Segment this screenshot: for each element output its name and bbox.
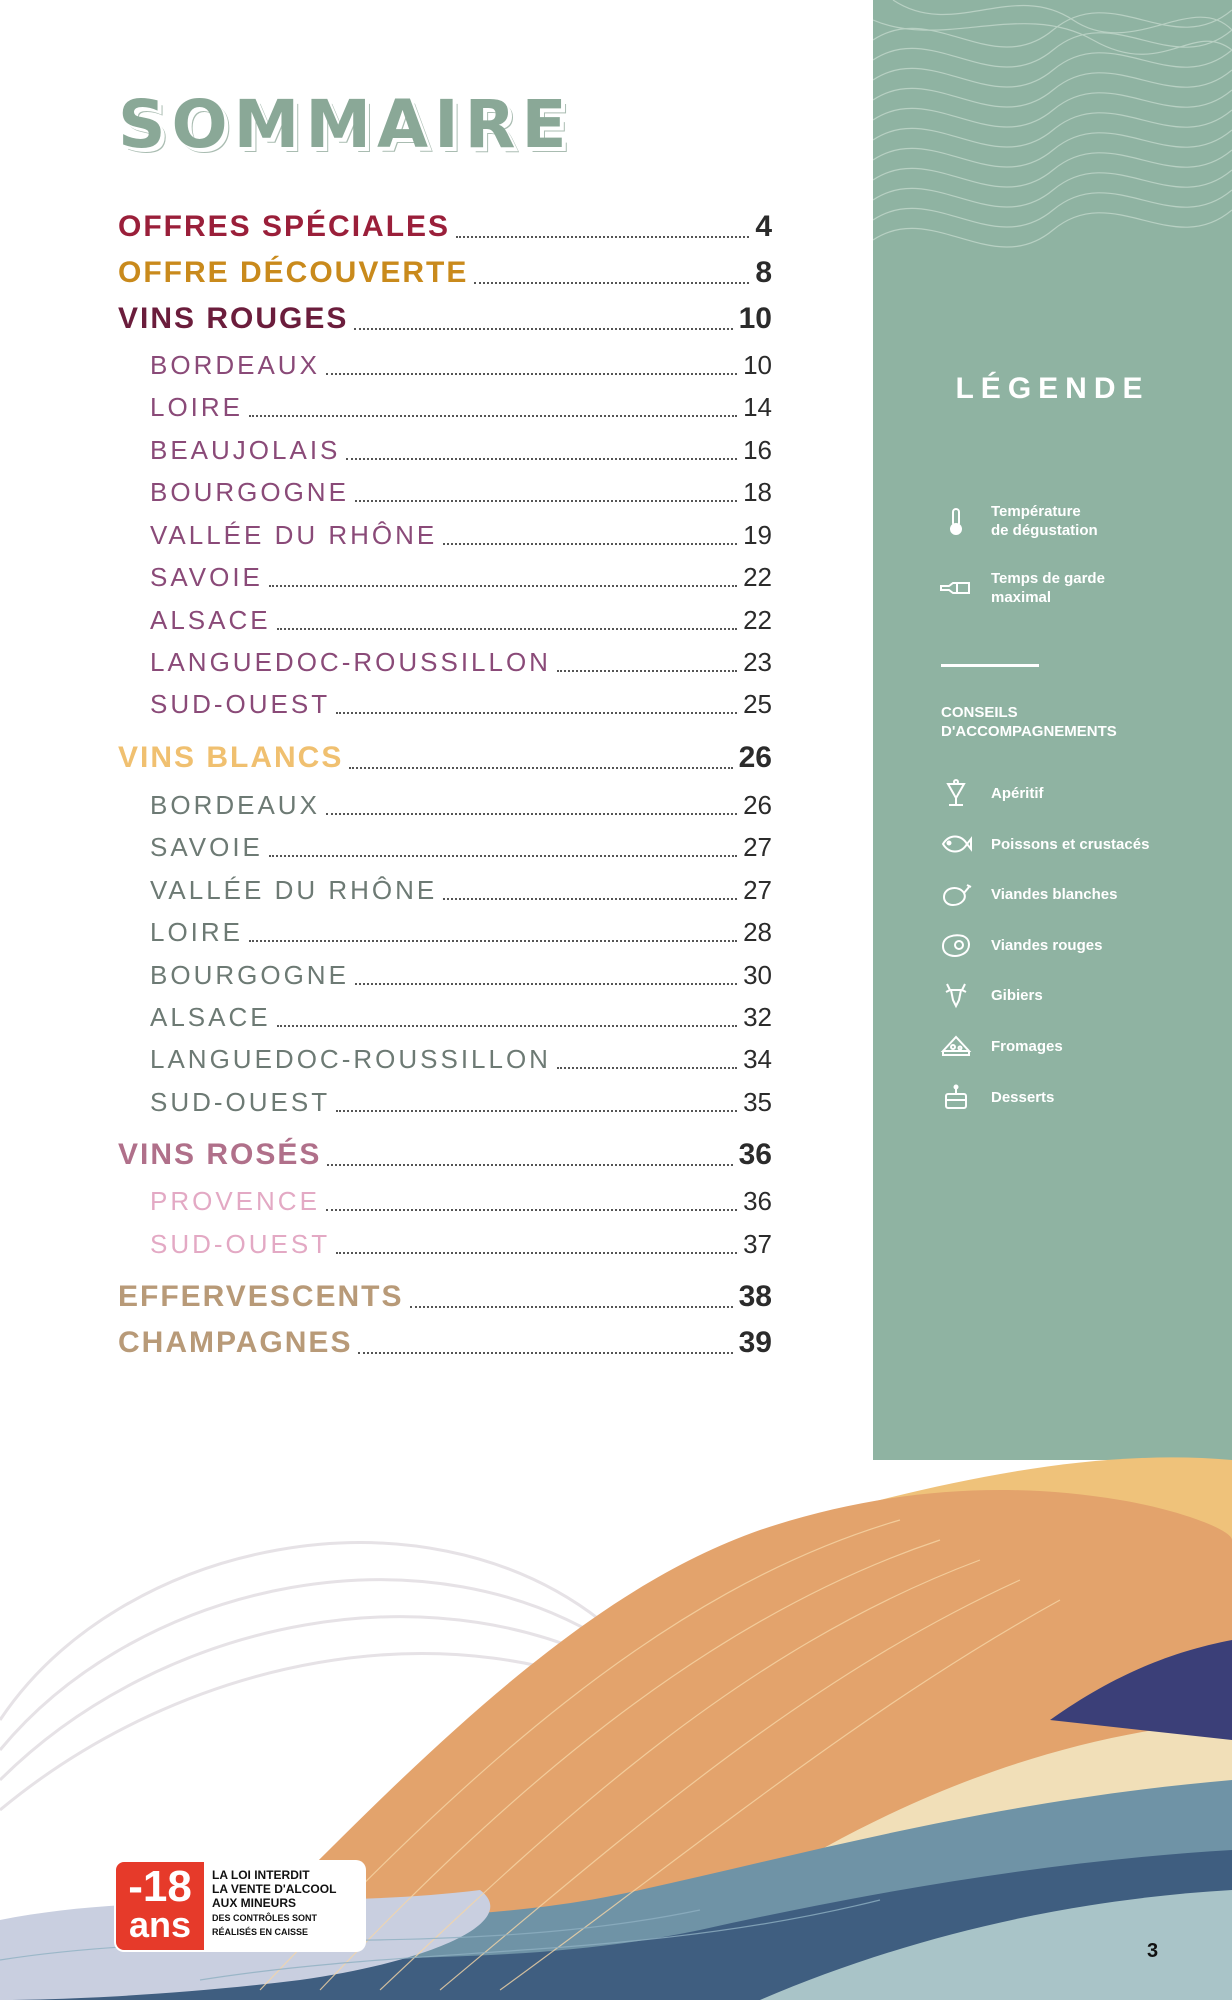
toc-dot-leader <box>358 1352 732 1354</box>
legend-item-desserts <box>935 1080 1054 1114</box>
toc-dot-leader <box>326 813 737 815</box>
toc-page: 23 <box>743 647 772 677</box>
garde-label-line1: Temps de garde <box>991 570 1105 587</box>
temperature-label-line2: de dégustation <box>991 522 1098 539</box>
temperature-label-line1: Température <box>991 503 1081 520</box>
badge-small2: RÉALISÉS EN CAISSE <box>212 1927 309 1937</box>
legend-item-aperitif <box>935 776 1044 810</box>
toc-page: 26 <box>738 741 772 774</box>
toc-row-vins-roses[interactable] <box>0 1138 772 1172</box>
age-badge-text <box>204 1862 364 1950</box>
toc-page: 30 <box>743 960 772 990</box>
garde-label-line2: maximal <box>991 589 1052 606</box>
legend-garde <box>935 569 1105 607</box>
toc-dot-leader <box>336 1110 737 1112</box>
toc-row-blancs-savoie[interactable] <box>0 832 772 866</box>
toc-dot-leader <box>269 585 737 587</box>
fromages-label: Fromages <box>991 1037 1063 1055</box>
legend-item-viandes-blanches <box>935 877 1117 911</box>
toc-dot-leader <box>327 1164 732 1166</box>
toc-dot-leader <box>474 282 749 284</box>
toc-dot-leader <box>355 983 737 985</box>
toc-page: 34 <box>743 1044 772 1074</box>
toc-label: SUD-OUEST <box>150 689 334 720</box>
toc-row-offres-speciales[interactable] <box>0 210 772 244</box>
toc-dot-leader <box>354 328 732 330</box>
toc-dot-leader <box>277 1025 737 1027</box>
toc-row-blancs-bordeaux[interactable] <box>0 790 772 824</box>
toc-page: 32 <box>743 1002 772 1032</box>
toc-label: EFFERVESCENTS <box>118 1280 408 1314</box>
toc-label: SAVOIE <box>150 832 267 863</box>
toc-row-effervescents[interactable] <box>0 1280 772 1314</box>
bottle-icon <box>935 571 977 605</box>
toc-row-rouges-vallee-du-rhone[interactable] <box>0 520 772 554</box>
toc-row-offre-decouverte[interactable] <box>0 256 772 290</box>
toc-label: BOURGOGNE <box>150 960 353 991</box>
toc-row-blancs-vallee-du-rhone[interactable] <box>0 875 772 909</box>
badge-small1: DES CONTRÔLES SONT <box>212 1913 318 1923</box>
toc-label: VINS ROSÉS <box>118 1138 325 1172</box>
poissons-label: Poissons et crustacés <box>991 835 1150 853</box>
toc-label: BEAUJOLAIS <box>150 435 344 466</box>
toc-label: OFFRE DÉCOUVERTE <box>118 256 472 290</box>
toc-row-blancs-languedoc-roussillon[interactable] <box>0 1044 772 1078</box>
badge-line1: LA LOI INTERDIT <box>212 1868 310 1882</box>
toc-page: 26 <box>743 790 772 820</box>
toc-label: LOIRE <box>150 392 247 423</box>
toc-dot-leader <box>326 1209 737 1211</box>
badge-line2: LA VENTE D'ALCOOL <box>212 1882 337 1896</box>
steak-icon <box>935 928 977 962</box>
conseils-heading <box>941 703 1201 741</box>
toc-label: VALLÉE DU RHÔNE <box>150 520 441 551</box>
legend-item-viandes-rouges <box>935 928 1102 962</box>
legend-item-fromages <box>935 1029 1063 1063</box>
toc-page: 14 <box>743 392 772 422</box>
legend-panel <box>873 0 1232 1460</box>
toc-dot-leader <box>269 855 737 857</box>
age-badge-number-block <box>116 1862 204 1950</box>
toc-row-vins-rouges[interactable] <box>0 302 772 336</box>
wave-pattern-decoration <box>873 0 1232 300</box>
toc-row-rouges-bourgogne[interactable] <box>0 477 772 511</box>
legend-divider <box>941 664 1039 667</box>
toc-dot-leader <box>336 712 737 714</box>
toc-row-blancs-bourgogne[interactable] <box>0 960 772 994</box>
legend-item-gibiers <box>935 978 1043 1012</box>
toc-dot-leader <box>349 767 732 769</box>
toc-page: 19 <box>743 520 772 550</box>
toc-dot-leader <box>249 940 737 942</box>
toc-page: 36 <box>738 1138 772 1171</box>
toc-label: SUD-OUEST <box>150 1087 334 1118</box>
toc-page: 39 <box>738 1326 772 1359</box>
toc-page: 38 <box>738 1280 772 1313</box>
toc-page: 8 <box>755 256 772 289</box>
toc-label: PROVENCE <box>150 1186 324 1217</box>
toc-label: LANGUEDOC-ROUSSILLON <box>150 647 555 678</box>
conseils-line1: CONSEILS <box>941 704 1018 721</box>
age-restriction-badge <box>116 1862 364 1950</box>
toc-page: 36 <box>743 1186 772 1216</box>
toc-row-rouges-alsace[interactable] <box>0 605 772 639</box>
desserts-label: Desserts <box>991 1088 1055 1106</box>
aperitif-label: Apéritif <box>991 784 1044 802</box>
toc-row-blancs-alsace[interactable] <box>0 1002 772 1036</box>
legend-temperature <box>935 502 1098 540</box>
toc-row-rouges-loire[interactable] <box>0 392 772 426</box>
age-number: -18 <box>128 1862 192 1911</box>
toc-label: BOURGOGNE <box>150 477 353 508</box>
toc-dot-leader <box>277 628 737 630</box>
badge-line3: AUX MINEURS <box>212 1896 297 1910</box>
toc-row-rouges-savoie[interactable] <box>0 562 772 596</box>
toc-page: 10 <box>743 350 772 380</box>
conseils-line2: D'ACCOMPAGNEMENTS <box>941 723 1117 740</box>
cake-icon <box>935 1080 977 1114</box>
toc-page: 25 <box>743 689 772 719</box>
thermometer-icon <box>935 504 977 538</box>
toc-page: 35 <box>743 1087 772 1117</box>
page-number: 3 <box>1147 1940 1159 1962</box>
toc-dot-leader <box>443 898 737 900</box>
toc-row-roses-provence[interactable] <box>0 1186 772 1220</box>
toc-page: 18 <box>743 477 772 507</box>
toc-dot-leader <box>355 500 737 502</box>
legend-title: LÉGENDE <box>955 372 1150 405</box>
toc-row-rouges-beaujolais[interactable] <box>0 435 772 469</box>
toc-row-rouges-languedoc-roussillon[interactable] <box>0 647 772 681</box>
toc-label: LOIRE <box>150 917 247 948</box>
toc-label: BORDEAUX <box>150 790 324 821</box>
toc-page: 10 <box>738 302 772 335</box>
toc-page: 4 <box>755 210 772 243</box>
gibiers-label: Gibiers <box>991 986 1043 1004</box>
toc-row-roses-sud-ouest[interactable] <box>0 1229 772 1263</box>
aperitif-icon <box>935 776 977 810</box>
toc-dot-leader <box>456 236 749 238</box>
toc-page: 22 <box>743 605 772 635</box>
fish-icon <box>935 827 977 861</box>
toc-label: ALSACE <box>150 605 275 636</box>
toc-row-blancs-sud-ouest[interactable] <box>0 1087 772 1121</box>
toc-label: SAVOIE <box>150 562 267 593</box>
toc-dot-leader <box>346 458 737 460</box>
toc-row-champagnes[interactable] <box>0 1326 772 1360</box>
toc-label: VINS ROUGES <box>118 302 352 336</box>
toc-page: 27 <box>743 832 772 862</box>
toc-row-rouges-bordeaux[interactable] <box>0 350 772 384</box>
age-unit: ans <box>128 1904 192 1945</box>
deer-icon <box>935 978 977 1012</box>
toc-row-blancs-loire[interactable] <box>0 917 772 951</box>
toc-dot-leader <box>443 543 737 545</box>
toc-page: 28 <box>743 917 772 947</box>
toc-page: 27 <box>743 875 772 905</box>
toc-label: VINS BLANCS <box>118 741 347 775</box>
page-title: SOMMAIRE <box>118 86 573 163</box>
toc-label: SUD-OUEST <box>150 1229 334 1260</box>
toc-label: VALLÉE DU RHÔNE <box>150 875 441 906</box>
toc-page: 16 <box>743 435 772 465</box>
toc-dot-leader <box>326 373 737 375</box>
toc-label: CHAMPAGNES <box>118 1326 356 1360</box>
viandes-blanches-label: Viandes blanches <box>991 885 1118 903</box>
toc-dot-leader <box>557 670 737 672</box>
poultry-icon <box>935 877 977 911</box>
toc-label: ALSACE <box>150 1002 275 1033</box>
toc-row-rouges-sud-ouest[interactable] <box>0 689 772 723</box>
toc-label: BORDEAUX <box>150 350 324 381</box>
toc-label: LANGUEDOC-ROUSSILLON <box>150 1044 555 1075</box>
toc-page: 22 <box>743 562 772 592</box>
toc-page: 37 <box>743 1229 772 1259</box>
legend-item-poissons <box>935 827 1149 861</box>
toc-row-vins-blancs[interactable] <box>0 741 772 775</box>
viandes-rouges-label: Viandes rouges <box>991 936 1103 954</box>
toc-dot-leader <box>410 1306 733 1308</box>
toc-label: OFFRES SPÉCIALES <box>118 210 454 244</box>
cheese-icon <box>935 1029 977 1063</box>
toc-dot-leader <box>249 415 737 417</box>
toc-dot-leader <box>336 1252 737 1254</box>
toc-dot-leader <box>557 1067 737 1069</box>
